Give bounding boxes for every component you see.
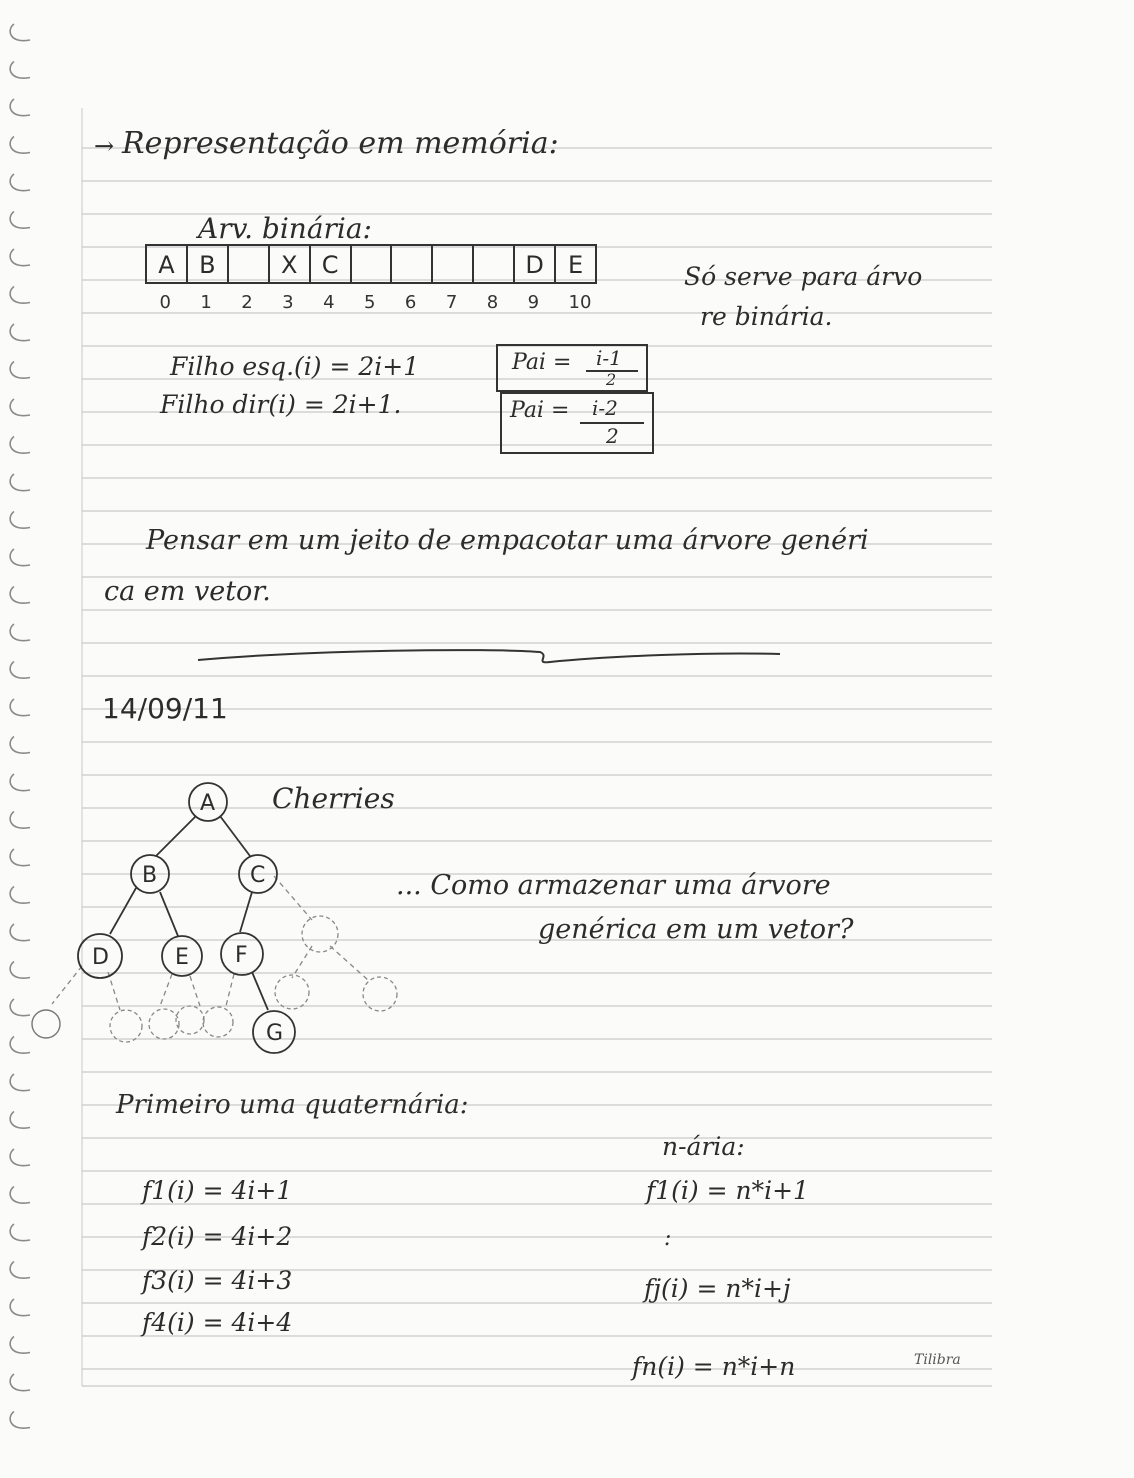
node-label-g: G [266,1021,284,1046]
phantom-node [32,1010,60,1038]
edge-b-e [160,892,178,936]
quaternary-f3: f3(i) = 4i+3 [142,1266,293,1295]
dashed-edge-x-y [292,946,312,978]
nary-f1: f1(i) = n*i+1 [646,1176,809,1205]
phantom-node [363,977,397,1011]
right-child-formula: Filho dir(i) = 2i+1. [160,390,402,419]
nary-title: n-ária: [662,1132,745,1161]
array-cell-9 [513,244,556,284]
phantom-node [110,1010,142,1042]
array-index: 5 [364,292,376,313]
edge-b-d [110,888,136,934]
node-label-e: E [175,945,189,970]
array-index: 2 [241,292,253,313]
node-label-b: B [142,863,158,888]
array-index: 6 [404,292,417,313]
parent-denominator-1: 2 [606,370,617,389]
array-cell-value: D [525,251,544,279]
array-cell-value: B [199,251,216,279]
array-index: 3 [282,292,294,313]
heading-arrow: → [94,132,115,160]
array-cell-8 [472,244,515,284]
question-line-1: ... Como armazenar uma árvore [396,870,831,901]
array-cell-value: X [280,251,298,279]
dashed-edge-x-z [330,946,368,980]
question-line-2: genérica em um vetor? [538,914,854,945]
node-label-d: D [92,945,109,970]
array-cell-1 [186,244,229,284]
task-line-1: Pensar em um jeito de empacotar uma árvore genéri [146,525,869,556]
section-separator [190,642,790,672]
parent-formula-box-2 [500,392,654,454]
array-strip [145,244,595,286]
array-cell-0 [145,244,188,284]
parent-numerator-1: i-1 [596,346,622,370]
array-cell-4 [309,244,352,284]
tree-title: Cherries [272,782,395,815]
dashed-edge-d-l [108,972,120,1010]
quaternary-f1: f1(i) = 4i+1 [142,1176,293,1205]
array-cell-2 [227,244,270,284]
edge-c-f [240,892,252,932]
phantom-node [176,1006,204,1034]
array-index: 1 [200,292,212,313]
array-cell-value: C [321,251,339,279]
quaternary-title: Primeiro uma quaternária: [116,1090,469,1120]
parent-numerator-2: i-2 [592,396,618,420]
array-cell-3 [268,244,311,284]
parent-denominator-2: 2 [606,424,619,448]
phantom-node [203,1007,233,1037]
tree-diagram [30,770,450,1070]
parent-label-1: Pai = [512,350,572,375]
array-index: 7 [445,292,458,313]
array-cell-value: E [567,251,584,279]
parent-formula-box-1 [496,344,648,392]
entry-date: 14/09/11 [102,692,228,725]
page-heading: Representação em memória: [122,126,559,161]
nary-fj: fj(i) = n*i+j [644,1274,791,1303]
dashed-edge-e-i [160,974,172,1006]
edge-a-b [156,816,196,856]
phantom-node [149,1009,179,1039]
array-index: 9 [527,292,540,313]
left-child-formula: Filho esq.(i) = 2i+1 [170,352,420,381]
array-cell-10 [554,244,597,284]
node-label-c: C [250,863,266,888]
array-index: 10 [568,292,592,313]
nary-fn: fn(i) = n*i+n [632,1352,796,1381]
binary-note-line2: re binária. [700,302,833,331]
dashed-edge-d-h [52,966,82,1004]
edge-f-g [252,972,268,1010]
array-indices [145,292,595,316]
array-index: 8 [486,292,499,313]
binary-note-line1: Só serve para árvo [684,262,923,291]
array-cell-6 [390,244,433,284]
binary-tree-label: Arv. binária: [198,212,372,245]
node-label-a: A [200,791,216,816]
phantom-node [275,975,309,1009]
dashed-edge-f-k [226,974,234,1006]
node-label-f: F [235,943,248,968]
dashed-edge-c-x [274,876,312,920]
quaternary-f2: f2(i) = 4i+2 [142,1222,293,1251]
dashed-edge-e-j [190,976,200,1006]
task-line-2: ca em vetor. [104,576,271,607]
nary-dots: : [664,1226,672,1251]
edge-a-c [220,816,250,856]
array-cell-7 [431,244,474,284]
quaternary-f4: f4(i) = 4i+4 [142,1308,293,1337]
array-cell-5 [350,244,393,284]
array-index: 0 [159,292,171,313]
array-cell-value: A [158,251,175,279]
notebook-brand-logo: Tilibra [914,1352,961,1368]
parent-label-2: Pai = [510,398,570,423]
array-index: 4 [323,292,335,313]
phantom-node [302,916,338,952]
